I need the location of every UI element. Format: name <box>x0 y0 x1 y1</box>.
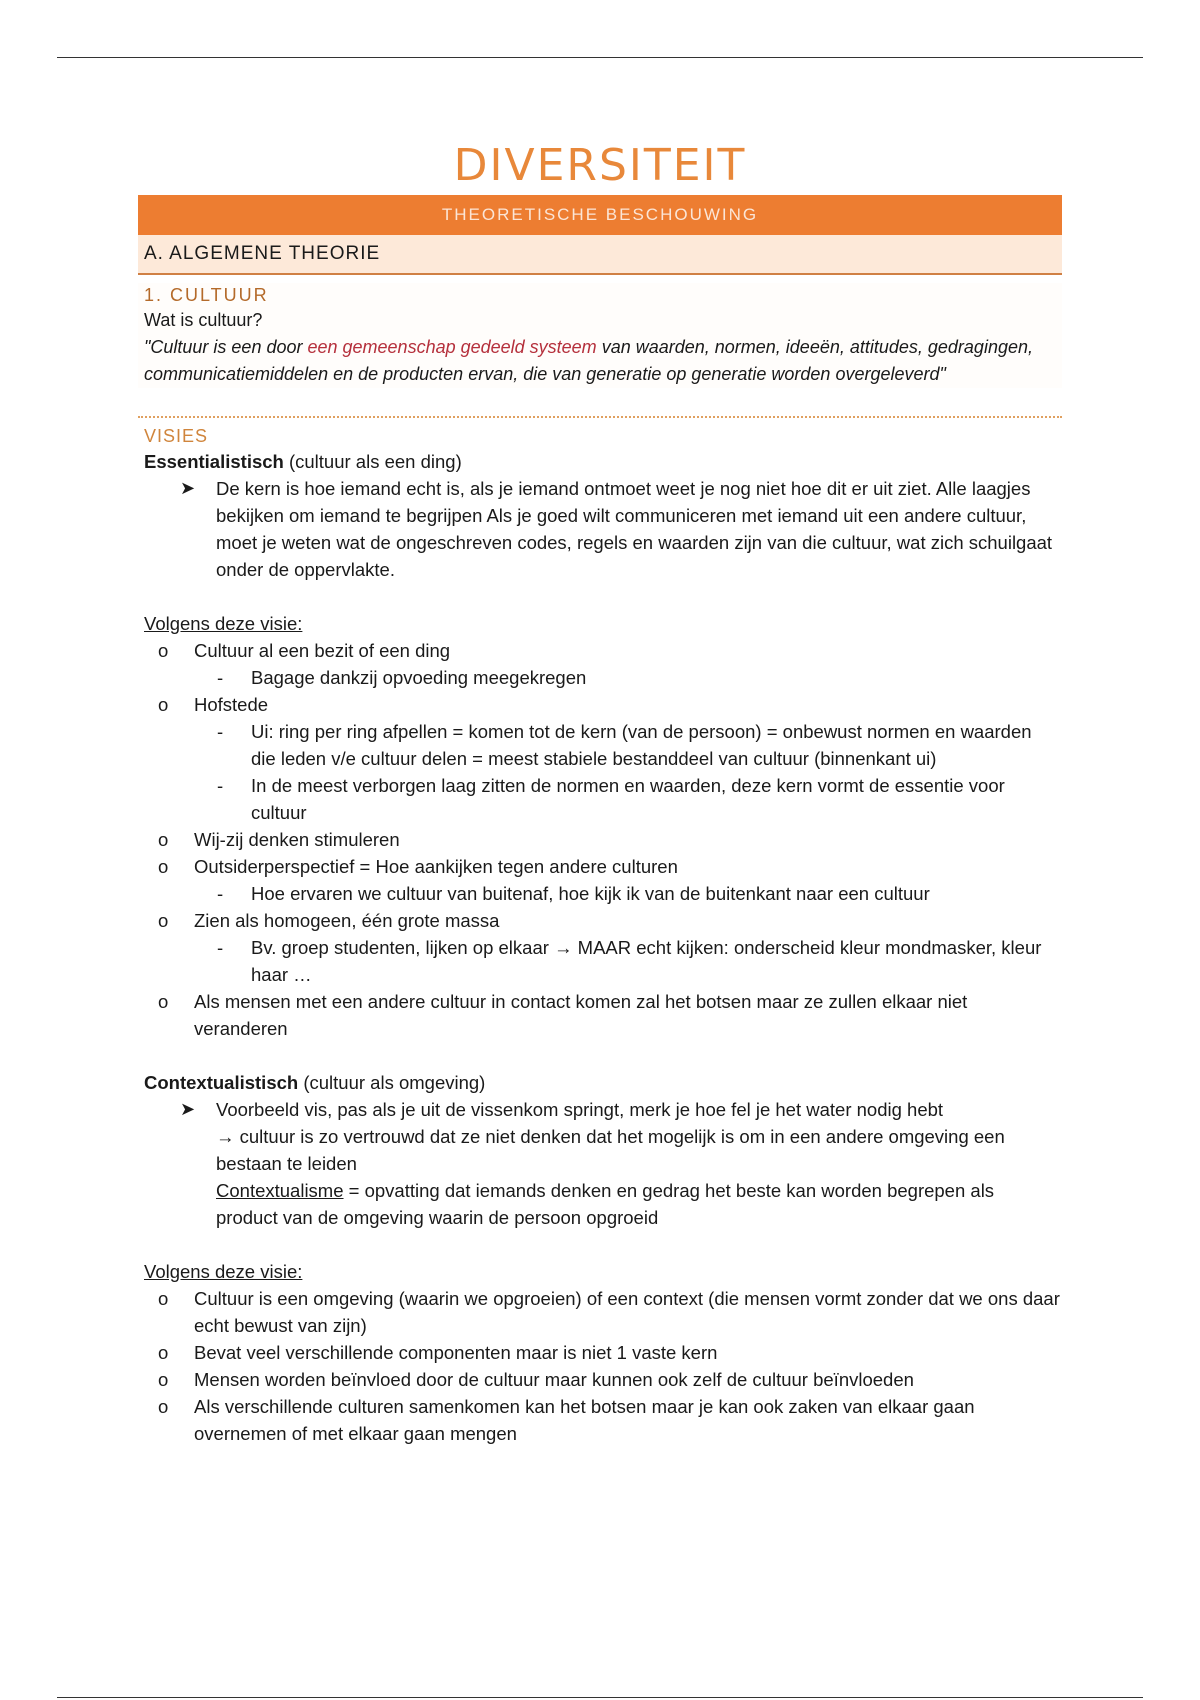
circle-bullet-icon: o <box>158 1396 169 1417</box>
circle-bullet-icon: o <box>158 1369 169 1390</box>
circle-bullet-icon: o <box>158 640 169 661</box>
arrow-line-2: → cultuur is zo vertrouwd dat ze niet denken dat het mogelijk is om in een andere omgeving een bestaan te leiden <box>216 1126 1005 1174</box>
dash-bullet-icon: - <box>217 775 224 796</box>
definition-block <box>138 283 1062 388</box>
list-item-text: Cultuur is een omgeving (waarin we opgroeien) of een context (die mensen vormt zonder dat we ons daar echt bewust van zijn) <box>194 1288 1060 1336</box>
sub-list-item-text: Hoe ervaren we cultuur van buitenaf, hoe kijk ik van de buitenkant naar een cultuur <box>251 883 930 904</box>
circle-bullet-icon: o <box>158 856 169 877</box>
contextualisme-definition <box>216 1177 1056 1231</box>
list-item-text: Mensen worden beïnvloed door de cultuur maar kunnen ook zelf de cultuur beïnvloeden <box>194 1369 914 1390</box>
arrow-bullet-icon: ➤ <box>180 1099 196 1119</box>
essentialistisch-heading <box>138 448 1062 475</box>
question-text: Wat is cultuur? <box>144 310 263 330</box>
sub-list-item <box>138 718 1062 772</box>
list-item <box>138 826 1062 853</box>
list-item <box>138 1339 1062 1366</box>
footer-rule <box>57 1697 1143 1698</box>
contextualistisch-subtitle: (cultuur als omgeving) <box>298 1072 486 1093</box>
circle-bullet-icon: o <box>158 910 169 931</box>
list-item-text: Zien als homogeen, één grote massa <box>194 910 500 931</box>
list-item <box>138 1285 1062 1339</box>
list-item <box>138 988 1062 1042</box>
list-item-text: Bevat veel verschillende componenten maar is niet 1 vaste kern <box>194 1342 718 1363</box>
circle-bullet-icon: o <box>158 1342 169 1363</box>
list-item-text: Outsiderperspectief = Hoe aankijken tegen andere culturen <box>194 856 678 877</box>
contextualisme-term: Contextualisme <box>216 1180 344 1201</box>
document-title: DIVERSITEIT <box>453 140 747 191</box>
essentialistisch-label: Essentialistisch <box>144 451 284 472</box>
list-item <box>138 691 1062 718</box>
definition-highlight: een gemeenschap gedeeld systeem <box>307 337 597 357</box>
essentialistisch-list <box>138 637 1062 1042</box>
dash-bullet-icon: - <box>217 883 224 904</box>
volgens-heading: Volgens deze visie: <box>144 1261 303 1282</box>
circle-bullet-icon: o <box>158 1288 169 1309</box>
sub-list-item <box>138 772 1062 826</box>
visies-heading: VISIES <box>144 426 209 446</box>
list-item-text: Wij-zij denken stimuleren <box>194 829 400 850</box>
arrow-bullet-item <box>138 1096 1062 1231</box>
contextualistisch-heading <box>138 1069 1062 1096</box>
list-item <box>138 637 1062 664</box>
volgens-heading: Volgens deze visie: <box>144 613 303 634</box>
essentialistisch-subtitle: (cultuur als een ding) <box>283 451 462 472</box>
sub-list-item-text: Ui: ring per ring afpellen = komen tot de kern (van de persoon) = onbewust normen en waarden die leden v/e cultuur delen = meest stabiele bestanddeel van cultuur (binnenkant ui) <box>251 721 1032 769</box>
circle-bullet-icon: o <box>158 829 169 850</box>
definition-start: "Cultuur is een door <box>144 337 308 357</box>
contextualisme-text: = opvatting dat iemands denken en gedrag het beste kan worden begrepen als product van de omgeving waarin de persoon opgroeid <box>216 1180 995 1228</box>
dotted-divider <box>138 416 1062 418</box>
circle-bullet-icon: o <box>158 694 169 715</box>
list-item-text: Als verschillende culturen samenkomen kan het botsen maar je kan ook zaken van elkaar gaan overnemen of met elkaar gaan mengen <box>194 1396 975 1444</box>
sub-list-item <box>138 664 1062 691</box>
dash-bullet-icon: - <box>217 721 224 742</box>
list-item <box>138 1393 1062 1447</box>
definition-quote <box>144 334 1062 388</box>
sub-list-item <box>138 880 1062 907</box>
list-item <box>138 1366 1062 1393</box>
dash-bullet-icon: - <box>217 667 224 688</box>
section-heading: A. ALGEMENE THEORIE <box>138 235 1062 275</box>
subtitle-banner: THEORETISCHE BESCHOUWING <box>138 195 1062 235</box>
contextualistisch-list <box>138 1285 1062 1447</box>
arrow-line-1: Voorbeeld vis, pas als je uit de vissenkom springt, merk je hoe fel je het water nodig hebt <box>216 1099 944 1120</box>
sub-list-item <box>138 934 1062 988</box>
cultuur-heading: 1. CULTUUR <box>144 285 269 305</box>
contextualistisch-label: Contextualistisch <box>144 1072 299 1093</box>
header-rule <box>57 57 1143 58</box>
sub-list-item-text: In de meest verborgen laag zitten de normen en waarden, deze kern vormt de essentie voor cultuur <box>251 775 1005 823</box>
list-item <box>138 853 1062 880</box>
list-item-text: Cultuur al een bezit of een ding <box>194 640 451 661</box>
circle-bullet-icon: o <box>158 991 169 1012</box>
dash-bullet-icon: - <box>217 937 224 958</box>
arrow-bullet-item <box>138 475 1062 583</box>
arrow-bullet-text: De kern is hoe iemand echt is, als je iemand ontmoet weet je nog niet hoe dit er uit ziet. Alle laagjes bekijken om iemand te begrijpen Als je goed wilt communiceren met iemand uit een andere cultuur, moet je weten wat de ongeschreven codes, regels en waarden zijn van die cultuur, wat zich schuilgaat onder de oppervlakte. <box>216 478 1053 580</box>
list-item-text: Hofstede <box>194 694 269 715</box>
definition-end: van waarden, normen, ideeën, attitudes, gedragingen, communicatiemiddelen en de producten ervan, die van generatie op generatie worden overgeleverd" <box>144 337 1033 384</box>
list-item-text: Als mensen met een andere cultuur in contact komen zal het botsen maar ze zullen elkaar niet veranderen <box>194 991 968 1039</box>
sub-list-item-text: Bv. groep studenten, lijken op elkaar → MAAR echt kijken: onderscheid kleur mondmasker, kleur haar … <box>251 937 1042 985</box>
sub-list-item-text: Bagage dankzij opvoeding meegekregen <box>251 667 587 688</box>
arrow-bullet-icon: ➤ <box>180 478 196 498</box>
list-item <box>138 907 1062 934</box>
document-page <box>138 140 1062 1447</box>
